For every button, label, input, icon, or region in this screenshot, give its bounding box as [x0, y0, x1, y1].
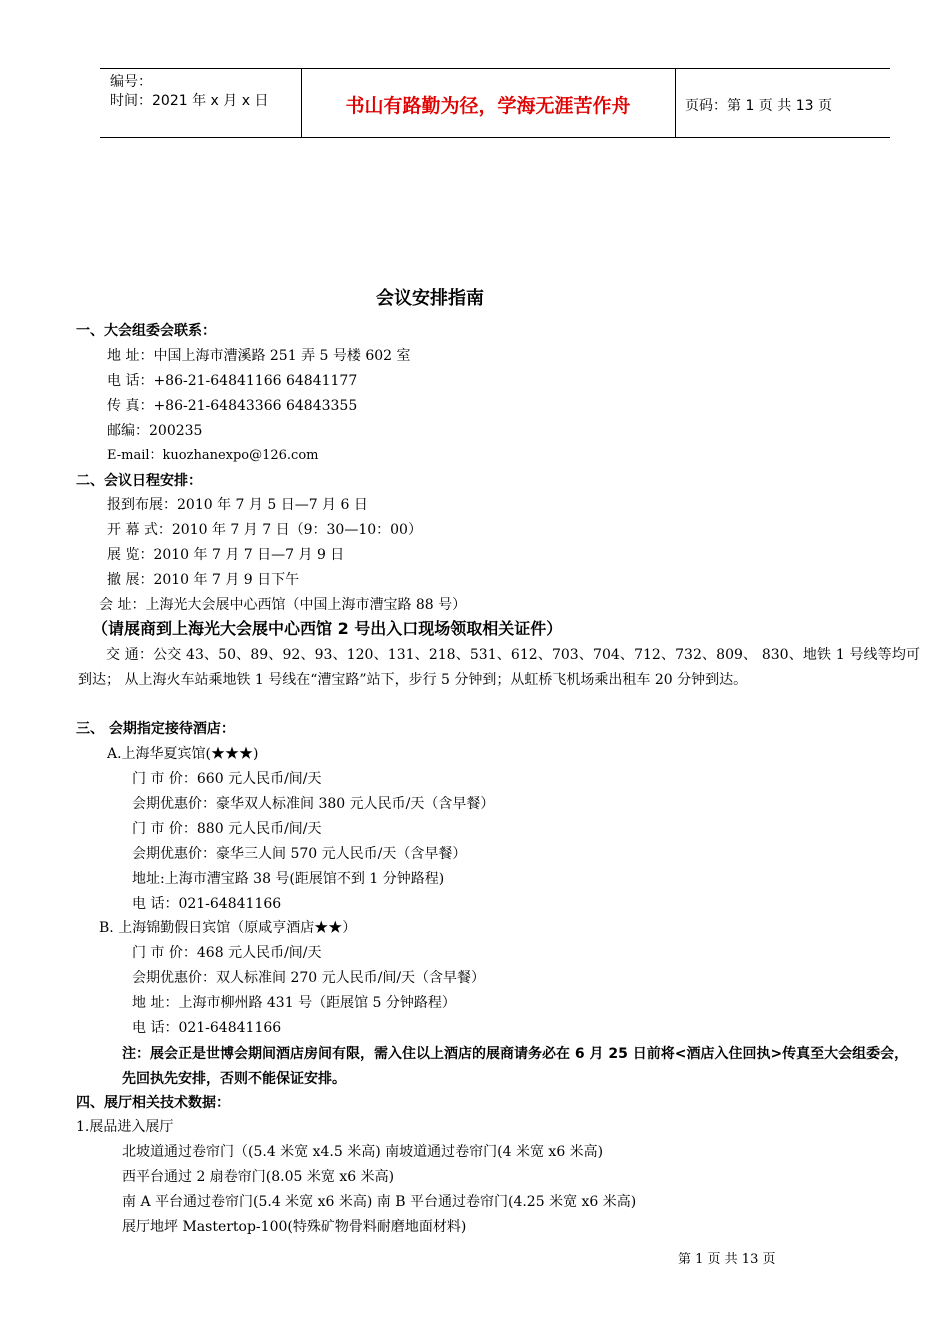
schedule-opening: 开 幕 式：2010 年 7 月 7 日（9：30—10：00）: [107, 522, 422, 538]
section4-heading: 四、展厅相关技术数据：: [76, 1095, 230, 1111]
hotel-b-line: 门 市 价：468 元人民币/间/天: [132, 945, 322, 961]
hotel-a-line: 门 市 价：880 元人民币/间/天: [132, 821, 322, 837]
hotel-b-name: B. 上海锦勤假日宾馆（原咸亨酒店★★）: [99, 920, 357, 936]
hotel-a-line: 地址:上海市漕宝路 38 号(距展馆不到 1 分钟路程): [132, 871, 445, 887]
schedule-exhibition: 展 览：2010 年 7 月 7 日—7 月 9 日: [107, 547, 345, 563]
page-footer: 第 1 页 共 13 页: [678, 1252, 776, 1267]
hotel-a-name: A.上海华夏宾馆(★★★): [107, 746, 259, 762]
hotel-a-line: 门 市 价：660 元人民币/间/天: [132, 771, 322, 787]
document-title: 会议安排指南: [376, 288, 484, 309]
schedule-setup: 报到布展：2010 年 7 月 5 日—7 月 6 日: [107, 497, 368, 513]
header-time: 时间：2021 年 x 月 x 日: [110, 93, 269, 109]
header-divider: [675, 69, 676, 137]
header-meta: [110, 73, 268, 111]
contact-postcode: 邮编：200235: [107, 423, 203, 439]
hotel-booking-note: 注：展会正是世博会期间酒店房间有限，需入住以上酒店的展商请务必在 6 月 25 日前将<酒店入住回执>传真至大会组委会，先回执先安排，否则不能保证安排。: [122, 1046, 909, 1087]
hotel-a-line: 会期优惠价：豪华双人标准间 380 元人民币/天（含早餐）: [132, 796, 495, 812]
page-header: [100, 68, 890, 138]
contact-phone: 电 话：+86-21-64841166 64841177: [107, 373, 358, 389]
contact-fax: 传 真：+86-21-64843366 64843355: [107, 398, 358, 414]
contact-email: E-mail：kuozhanexpo@126.com: [107, 448, 319, 463]
header-number: 编号：: [110, 74, 152, 90]
hotel-a-line: 电 话：021-64841166: [132, 896, 282, 912]
hall-spec-line: 南 A 平台通过卷帘门(5.4 米宽 x6 米高) 南 B 平台通过卷帘门(4.25 米宽 x6 米高): [122, 1194, 637, 1210]
traffic-info: 交 通：公交 43、50、89、92、93、120、131、218、531、612、703、704、712、732、809、 830、地铁 1 号线等均可到达； 从上海火车站乘地铁 1 号线在“漕宝路”站下，步行 5 分钟到；从虹桥飞机场乘出租车 20 分钟到达。: [78, 647, 920, 688]
hotel-b-line: 会期优惠价：双人标准间 270 元人民币/间/天（含早餐）: [132, 970, 486, 986]
hall-spec-line: 西平台通过 2 扇卷帘门(8.05 米宽 x6 米高): [122, 1169, 395, 1185]
section3-heading: 三、 会期指定接待酒店：: [76, 721, 235, 737]
hall-spec-line: 北坡道通过卷帘门（(5.4 米宽 x4.5 米高) 南坡道通过卷帘门(4 米宽 x6 米高): [122, 1144, 604, 1160]
contact-address: 地 址：中国上海市漕溪路 251 弄 5 号楼 602 室: [107, 348, 411, 364]
header-page-info: 页码：第 1 页 共 13 页: [685, 98, 832, 114]
header-motto: 书山有路勤为径，学海无涯苦作舟: [345, 95, 631, 117]
badge-pickup-notice: （请展商到上海光大会展中心西馆 2 号出入口现场领取相关证件）: [92, 619, 563, 638]
hotel-b-line: 地 址：上海市柳州路 431 号（距展馆 5 分钟路程）: [132, 995, 456, 1011]
section4-subheading: 1.展品进入展厅: [76, 1119, 174, 1135]
section1-heading: 一、大会组委会联系：: [76, 323, 216, 339]
hotel-a-line: 会期优惠价：豪华三人间 570 元人民币/天（含早餐）: [132, 846, 467, 862]
section2-heading: 二、会议日程安排：: [76, 473, 202, 489]
hotel-b-line: 电 话：021-64841166: [132, 1020, 282, 1036]
schedule-dismantle: 撤 展：2010 年 7 月 9 日下午: [107, 572, 300, 588]
venue-address: 会 址：上海光大会展中心西馆（中国上海市漕宝路 88 号）: [99, 597, 467, 613]
hall-spec-line: 展厅地坪 Mastertop-100(特殊矿物骨料耐磨地面材料): [122, 1219, 467, 1235]
